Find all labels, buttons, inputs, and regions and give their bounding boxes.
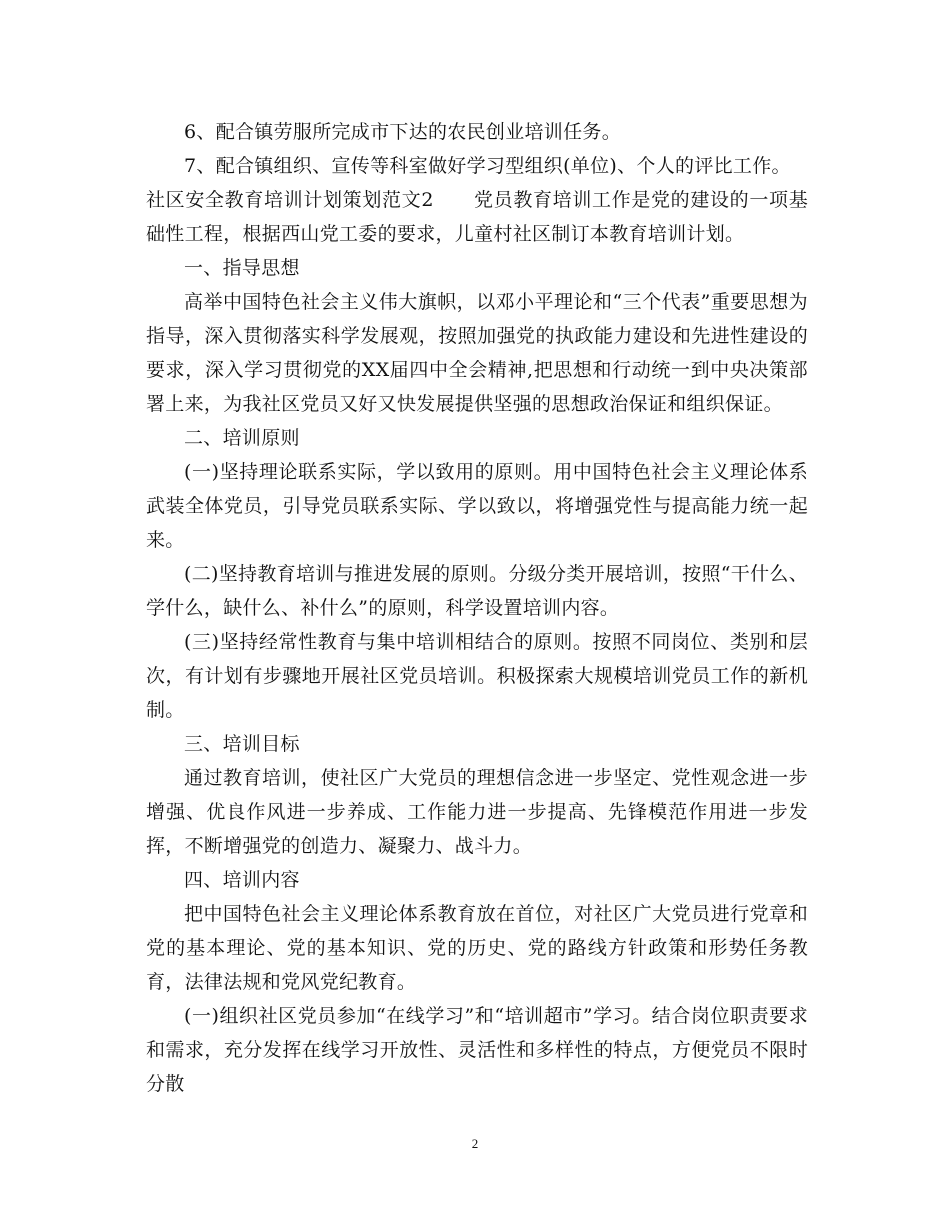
heading-training-principles: 二、培训原则 <box>184 427 300 449</box>
paragraph-plan-intro <box>146 183 808 251</box>
paragraph-principle-3: (三)坚持经常性教育与集中培训相结合的原则。按照不同岗位、类别和层次，有计划有步骤地开展社区党员培训。积极探索大规模培训党员工作的新机制。 <box>146 631 808 721</box>
intro-text: 党员教育培训工作是党的建设的一项基础性工程，根据西山党工委的要求，儿童村社区制订本教育培训计划。 <box>146 189 808 245</box>
paragraph-guiding-ideology: 高举中国特色社会主义伟大旗帜，以邓小平理论和“三个代表”重要思想为指导，深入贯彻落实科学发展观，按照加强党的执政能力建设和先进性建设的要求，深入学习贯彻党的XX届四中全会精神,把思想和行动统一到中央决策部署上来，为我社区党员又好又快发展提供坚强的思想政治保证和组织保证。 <box>146 291 808 415</box>
paragraph-online-learning: (一)组织社区党员参加“在线学习”和“培训超市”学习。结合岗位职责要求和需求，充分发挥在线学习开放性、灵活性和多样性的特点，方便党员不限时分散 <box>146 1005 808 1095</box>
heading-guiding-ideology: 一、指导思想 <box>184 257 300 279</box>
heading-training-content: 四、培训内容 <box>184 869 300 891</box>
page-number: 2 <box>471 1136 479 1151</box>
section-title: 社区安全教育培训计划策划范文2 <box>146 189 434 211</box>
paragraph-item-7: 7、配合镇组织、宣传等科室做好学习型组织(单位)、个人的评比工作。 <box>184 155 791 177</box>
paragraph-principle-2: (二)坚持教育培训与推进发展的原则。分级分类开展培训，按照“干什么、学什么，缺什么、补什么”的原则，科学设置培训内容。 <box>146 563 808 619</box>
paragraph-training-content: 把中国特色社会主义理论体系教育放在首位，对社区广大党员进行党章和党的基本理论、党的基本知识、党的历史、党的路线方针政策和形势任务教育，法律法规和党风党纪教育。 <box>146 903 808 993</box>
paragraph-training-goals: 通过教育培训，使社区广大党员的理想信念进一步坚定、党性观念进一步增强、优良作风进一步养成、工作能力进一步提高、先锋模范作用进一步发挥，不断增强党的创造力、凝聚力、战斗力。 <box>146 767 808 857</box>
paragraph-principle-1: (一)坚持理论联系实际，学以致用的原则。用中国特色社会主义理论体系武装全体党员，引导党员联系实际、学以致以，将增强党性与提高能力统一起来。 <box>146 461 808 551</box>
paragraph-item-6: 6、配合镇劳服所完成市下达的农民创业培训任务。 <box>184 121 621 143</box>
document-body <box>146 115 808 1101</box>
heading-training-goals: 三、培训目标 <box>184 733 300 755</box>
spacer <box>434 189 474 211</box>
